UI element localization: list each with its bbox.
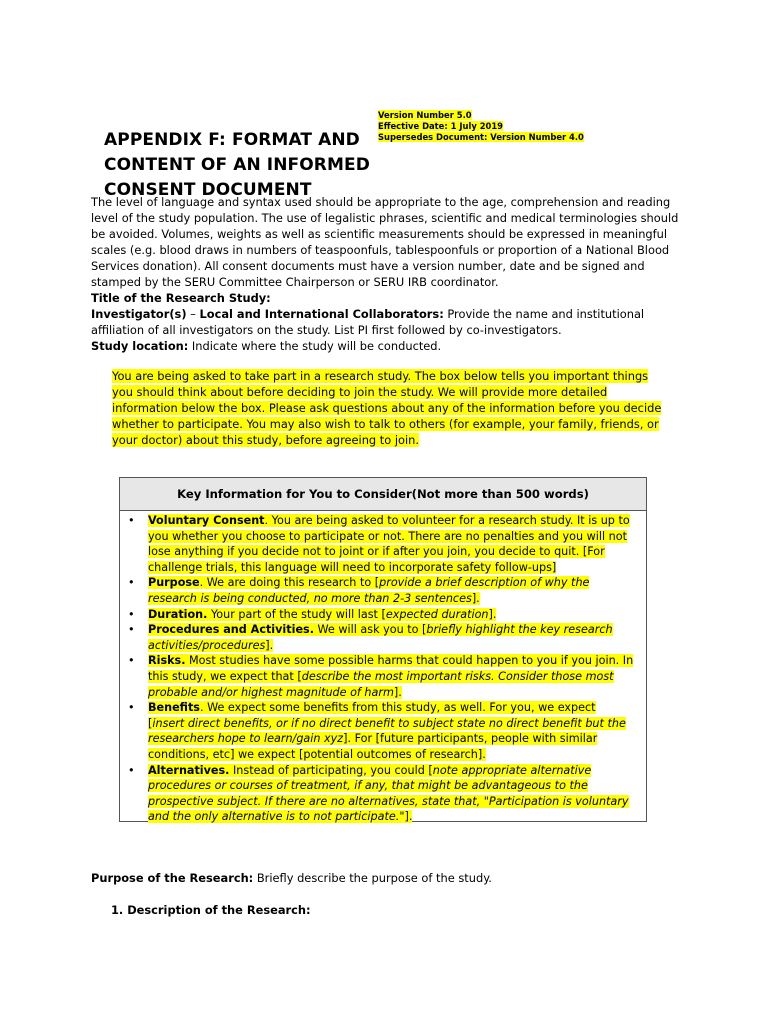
location-label: Study location: bbox=[91, 339, 189, 353]
list-item bbox=[125, 607, 634, 623]
item-italic: describe the most important risks. Consider those most probable and/or highest magnitude of harm bbox=[148, 669, 614, 699]
item-text: . We expect some benefits from this study, as well. For you, we expect [ bbox=[148, 701, 596, 730]
bullet-icon: • bbox=[128, 623, 135, 637]
location-line bbox=[91, 338, 685, 354]
title-line-2: CONTENT OF AN INFORMED bbox=[104, 155, 370, 175]
investigators-label: Investigator(s) bbox=[91, 307, 187, 321]
investigators-dash: – bbox=[186, 307, 200, 321]
list-item bbox=[125, 513, 634, 575]
list-item bbox=[125, 763, 634, 825]
item-tail: ]. For [future participants, people with similar conditions, etc] we expect [potential outcomes of research]. bbox=[148, 732, 598, 761]
item-italic: note appropriate alternative procedures or courses of treatment, if any, that might be advantageous to the prospective subject. If there are no alternatives, state that, "Participation is voluntary and the only alternative is to not participate." bbox=[148, 763, 629, 824]
key-information-list bbox=[120, 511, 646, 825]
collaborators-label: Local and International Collaborators: bbox=[199, 307, 444, 321]
investigators-text: Provide the name and institutional affiliation of all investigators on the study. List PI first followed by co-investigators. bbox=[91, 307, 645, 337]
item-label: Risks. bbox=[148, 654, 186, 668]
item-italic: insert direct benefits, or if no direct benefit to subject state no direct benefit but the researchers hope to learn/gain xyz bbox=[148, 716, 626, 746]
item-tail: ]. bbox=[488, 607, 497, 621]
highlight-paragraph-text: You are being asked to take part in a research study. The box below tells you important things you should think about before deciding to join the study. We will provide more detailed information below the box. Please ask questions about any of the information before you decide whether to participate. You may also wish to talk to others (for example, your family, friends, or your doctor) about this study, before agreeing to join. bbox=[112, 369, 662, 447]
intro-paragraph: The level of language and syntax used should be appropriate to the age, comprehension and reading level of the study population. The use of legalistic phrases, scientific and medical terminologies should be avoided. Volumes, weights as well as scientific measurements should be expressed in meaningful scales (e.g. blood draws in numbers of teaspoonfuls, tablespoonfuls or proportion of a National Blood Services donation). All consent documents must have a version number, date and be signed and stamped by the SERU Committee Chairperson or SERU IRB coordinator. bbox=[91, 195, 679, 289]
bullet-icon: • bbox=[128, 763, 135, 777]
bullet-icon: • bbox=[128, 654, 135, 668]
item-tail: ]. bbox=[265, 638, 274, 652]
list-item bbox=[125, 575, 634, 606]
item-text: . You are being asked to volunteer for a research study. It is up to you whether you choose to participate or not. There are no penalties and you will not lose anything if you decide not to joint or if after you join, you decide to quit. [For challenge trials, this language will need to incorporate safety follow-ups] bbox=[148, 514, 630, 574]
purpose-section bbox=[91, 870, 492, 886]
location-text: Indicate where the study will be conducted. bbox=[188, 339, 442, 353]
item-italic: briefly highlight the key research activities/procedures bbox=[148, 623, 613, 652]
item-tail: ]. bbox=[393, 685, 402, 699]
title-line-3: CONSENT DOCUMENT bbox=[104, 180, 312, 200]
item-text: . We are doing this research to [ bbox=[199, 576, 380, 590]
item-label: Procedures and Activities. bbox=[148, 623, 314, 637]
item-label: Purpose bbox=[148, 576, 200, 590]
description-heading: 1. Description of the Research: bbox=[111, 903, 311, 917]
bullet-icon: • bbox=[128, 514, 135, 527]
item-text: We will ask you to [ bbox=[313, 623, 427, 637]
title-line-1: APPENDIX F: FORMAT AND bbox=[104, 130, 360, 150]
intro-section bbox=[91, 194, 685, 354]
list-item bbox=[125, 700, 634, 762]
item-label: Alternatives. bbox=[148, 763, 230, 777]
item-italic: expected duration bbox=[385, 607, 489, 621]
item-label: Benefits bbox=[148, 701, 200, 715]
key-information-box bbox=[119, 477, 647, 822]
list-item bbox=[125, 622, 634, 653]
purpose-label: Purpose of the Research: bbox=[91, 871, 254, 885]
purpose-text: Briefly describe the purpose of the study. bbox=[253, 871, 492, 885]
list-item bbox=[125, 653, 634, 700]
item-tail: ]. bbox=[471, 591, 480, 605]
item-label: Duration. bbox=[148, 607, 208, 621]
item-text: Your part of the study will last [ bbox=[207, 607, 386, 621]
page-title bbox=[104, 128, 370, 203]
item-tail: ]. bbox=[404, 810, 413, 824]
effective-date: Effective Date: 1 July 2019 bbox=[378, 120, 504, 131]
highlight-paragraph bbox=[112, 368, 668, 448]
supersedes-document: Supersedes Document: Version Number 4.0 bbox=[378, 131, 584, 142]
item-italic: provide a brief description of why the research is being conducted, no more than 2-3 sentences bbox=[148, 576, 590, 605]
item-text: Most studies have some possible harms that could happen to you if you join. In this study, we expect that [ bbox=[148, 654, 634, 683]
investigators-line bbox=[91, 306, 685, 338]
version-number: Version Number 5.0 bbox=[378, 110, 472, 120]
bullet-icon: • bbox=[128, 576, 135, 590]
item-text: Instead of participating, you could [ bbox=[229, 763, 433, 777]
bullet-icon: • bbox=[128, 607, 135, 621]
bullet-icon: • bbox=[128, 701, 135, 715]
key-information-header: Key Information for You to Consider(Not more than 500 words) bbox=[120, 478, 646, 511]
study-title-label: Title of the Research Study: bbox=[91, 291, 271, 305]
item-label: Voluntary Consent bbox=[148, 514, 265, 527]
version-info bbox=[378, 110, 584, 142]
